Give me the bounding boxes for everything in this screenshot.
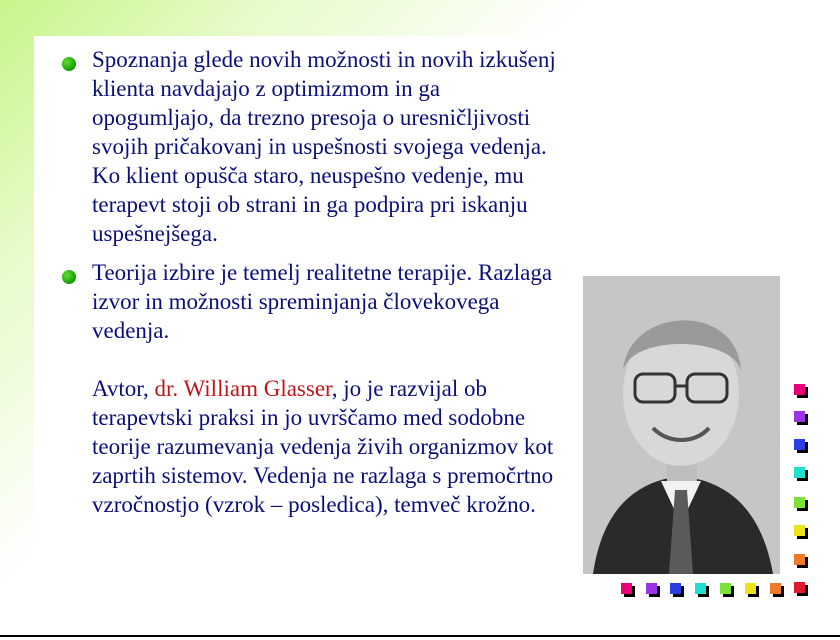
bullet-1-paragraph: Spoznanja glede novih možnosti in novih izkušenj klienta navdajajo z optimizmom in ga opogumljajo, da trezno presoja o uresničljivosti svojih pričakovanj in uspešnosti svojega vedenja. Ko klient opušča staro, neuspešno vedenje, mu terapevt stoji ob strani in ga podpira pri iskanju uspešnejšega.	[92, 47, 556, 246]
bullet-text-2	[92, 258, 560, 519]
author-suffix: , jo je razvijal ob terapevtski praksi in jo uvrščamo med sodobne teorije razumevanja vedenja živih organizmov kot zaprtih sistemov. Vedenja ne razlaga s premočrtno vzročnostjo (vzrok – posledica), temveč krožno.	[92, 376, 554, 517]
deco-square-icon	[794, 439, 805, 450]
deco-square-icon	[794, 554, 805, 565]
deco-square-icon	[794, 411, 805, 422]
bullet-item-2	[60, 258, 560, 519]
author-name: dr. William Glasser	[154, 376, 332, 401]
author-prefix: Avtor,	[92, 376, 155, 401]
bullet-list	[60, 45, 560, 529]
bullet-item-1	[60, 45, 560, 248]
bottom-rule	[0, 635, 840, 637]
deco-square-icon	[794, 384, 805, 395]
author-paragraph	[92, 374, 560, 519]
bullet-text-1	[92, 45, 560, 248]
portrait-illustration	[583, 276, 780, 574]
bullet-dot-icon	[62, 57, 76, 71]
bullet-dot-icon	[62, 270, 76, 284]
deco-square-icon	[794, 497, 805, 508]
deco-square-icon	[794, 582, 805, 593]
deco-square-icon	[794, 467, 805, 478]
deco-square-icon	[794, 525, 805, 536]
bullet-2-paragraph: Teorija izbire je temelj realitetne terapije. Razlaga izvor in možnosti spreminjanja človekovega vedenja.	[92, 260, 553, 343]
portrait-photo	[583, 276, 780, 574]
